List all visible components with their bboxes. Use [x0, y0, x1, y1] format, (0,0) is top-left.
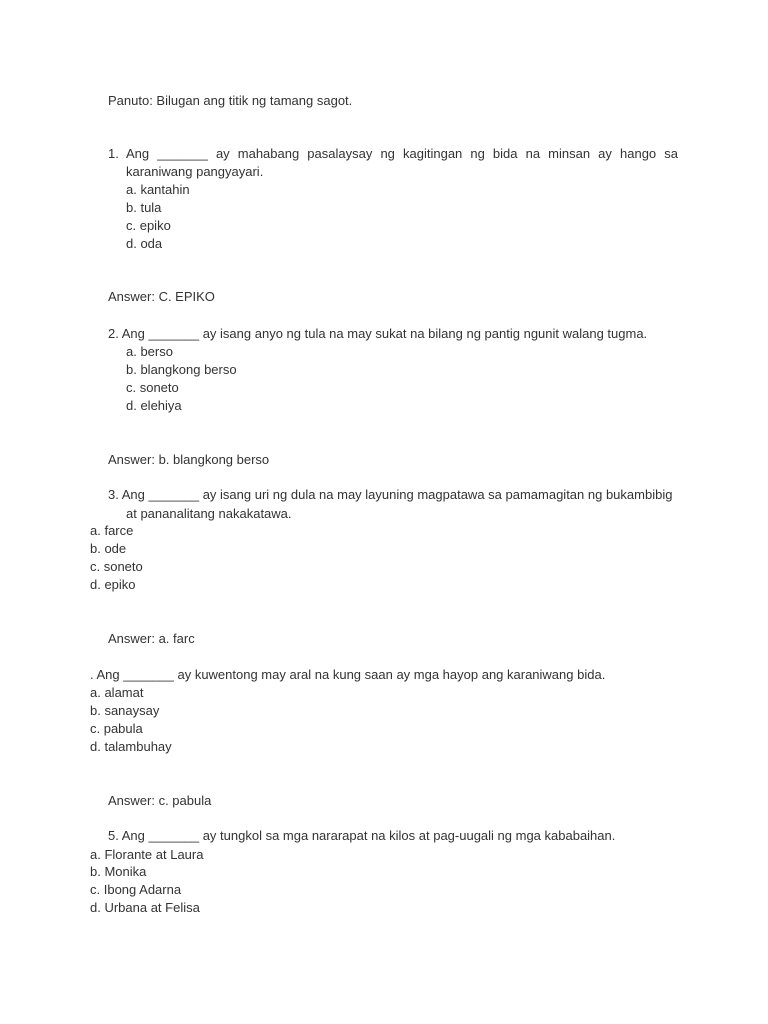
question-4-choice-b: b. sanaysay — [90, 703, 160, 718]
question-3-answer: Answer: a. farc — [108, 631, 195, 646]
question-5-choice-c: c. Ibong Adarna — [90, 882, 182, 897]
question-4-choice-a: a. alamat — [90, 685, 144, 700]
question-2-choice-d: d. elehiya — [126, 398, 182, 413]
question-1-answer: Answer: C. EPIKO — [108, 289, 215, 304]
question-4-stem: . Ang _______ ay kuwentong may aral na kung saan ay mga hayop ang karaniwang bida. — [90, 667, 606, 682]
question-1-stem-line1: Ang _______ ay mahabang pasalaysay ng kagitingan ng bida na minsan ay hango sa — [126, 146, 678, 161]
question-1-choice-c: c. epiko — [126, 218, 171, 233]
question-3-choice-c: c. soneto — [90, 559, 143, 574]
question-3-stem-line2: at pananalitang nakakatawa. — [126, 506, 292, 521]
question-5-choice-d: d. Urbana at Felisa — [90, 900, 200, 915]
question-2-choice-b: b. blangkong berso — [126, 362, 237, 377]
question-2-stem: 2. Ang _______ ay isang anyo ng tula na may sukat na bilang ng pantig ngunit walang tugma. — [108, 326, 648, 341]
question-1-stem-line2: karaniwang pangyayari. — [126, 164, 264, 179]
question-2-choice-c: c. soneto — [126, 380, 179, 395]
question-1-choice-a: a. kantahin — [126, 182, 190, 197]
question-3-choice-b: b. ode — [90, 541, 127, 556]
question-2-answer: Answer: b. blangkong berso — [108, 452, 270, 467]
question-4-answer: Answer: c. pabula — [108, 793, 212, 808]
question-5-choice-a: a. Florante at Laura — [90, 847, 204, 862]
question-5-choice-b: b. Monika — [90, 864, 147, 879]
question-1-choice-d: d. oda — [126, 236, 163, 251]
instructions: Panuto: Bilugan ang titik ng tamang sagot. — [108, 93, 353, 108]
question-5-stem: 5. Ang _______ ay tungkol sa mga nararapat na kilos at pag-uugali ng mga kababaihan. — [108, 828, 616, 843]
question-2-choice-a: a. berso — [126, 344, 173, 359]
question-3-choice-d: d. epiko — [90, 577, 136, 592]
question-3-stem-line1: 3. Ang _______ ay isang uri ng dula na may layuning magpatawa sa pamamagitan ng bukambibig — [108, 487, 673, 502]
question-4-choice-d: d. talambuhay — [90, 739, 172, 754]
question-3-choice-a: a. farce — [90, 523, 134, 538]
question-1-number: 1. — [108, 146, 119, 161]
question-4-choice-c: c. pabula — [90, 721, 143, 736]
question-1-choice-b: b. tula — [126, 200, 162, 215]
